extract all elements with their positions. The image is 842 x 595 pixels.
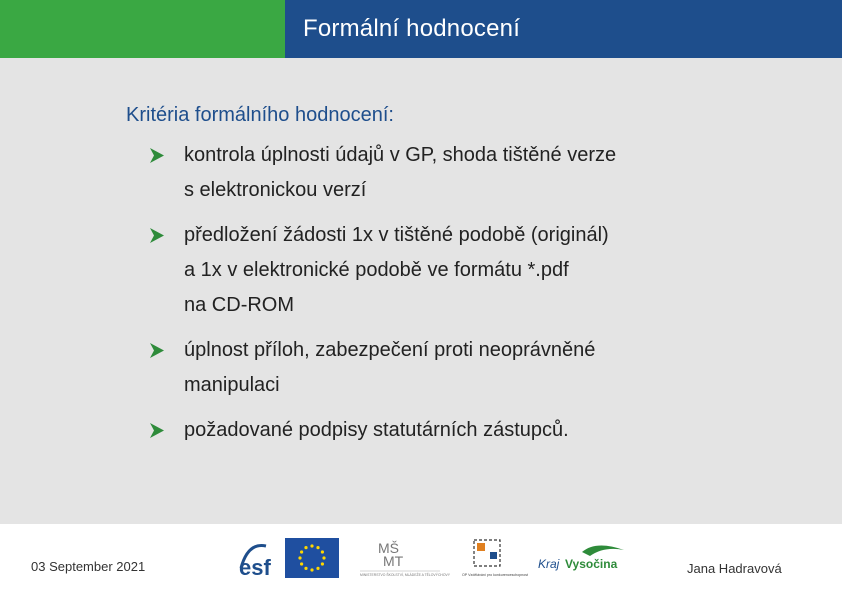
footer-date: 03 September 2021 bbox=[31, 559, 146, 574]
arrow-bullet-icon bbox=[148, 413, 168, 448]
svg-text:MŠ: MŠ bbox=[378, 540, 399, 556]
content-heading: Kritéria formálního hodnocení: bbox=[126, 104, 394, 126]
header-green-block bbox=[0, 0, 285, 58]
kraj-vysocina-logo bbox=[538, 542, 626, 576]
bullet-line: na CD-ROM bbox=[184, 294, 295, 316]
bullet-item bbox=[148, 218, 748, 323]
slide-header bbox=[0, 0, 842, 58]
bullet-line: manipulaci bbox=[184, 374, 280, 396]
svg-text:MT: MT bbox=[383, 553, 404, 569]
arrow-bullet-icon bbox=[148, 138, 168, 173]
footer-author: Jana Hadravová bbox=[687, 561, 782, 576]
slide-content bbox=[0, 58, 842, 524]
arrow-bullet-icon bbox=[148, 218, 168, 253]
msmt-logo bbox=[358, 538, 450, 580]
bullet-line: požadované podpisy statutárních zástupců. bbox=[184, 419, 569, 441]
esf-logo bbox=[238, 538, 282, 578]
bullet-line: předložení žádosti 1x v tištěné podobě (originál) bbox=[184, 224, 609, 246]
slide-title: Formální hodnocení bbox=[303, 15, 521, 42]
svg-text:Vysočina: Vysočina bbox=[565, 557, 618, 571]
bullet-item bbox=[148, 333, 748, 403]
svg-text:OP Vzdělávání pro konkurencesc: OP Vzdělávání pro konkurenceschopnost bbox=[462, 573, 529, 577]
bullet-line: úplnost příloh, zabezpečení proti neoprávněné bbox=[184, 339, 596, 361]
bullet-line: s elektronickou verzí bbox=[184, 179, 367, 201]
eu-flag-logo bbox=[285, 538, 339, 578]
svg-text:esf: esf bbox=[239, 555, 271, 580]
bullet-item bbox=[148, 138, 748, 208]
svg-text:Kraj: Kraj bbox=[538, 557, 560, 571]
bullet-item bbox=[148, 413, 748, 448]
svg-text:MINISTERSTVO ŠKOLSTVÍ, MLÁDEŽE: MINISTERSTVO ŠKOLSTVÍ, MLÁDEŽE A TĚLOVÝCHOVY bbox=[360, 573, 450, 577]
bullet-list bbox=[148, 138, 748, 458]
bullet-line: a 1x v elektronické podobě ve formátu *.pdf bbox=[184, 259, 569, 281]
slide-footer bbox=[0, 524, 842, 595]
arrow-bullet-icon bbox=[148, 333, 168, 368]
bullet-line: kontrola úplnosti údajů v GP, shoda tištěné verze bbox=[184, 144, 617, 166]
op-vk-logo bbox=[460, 538, 529, 580]
